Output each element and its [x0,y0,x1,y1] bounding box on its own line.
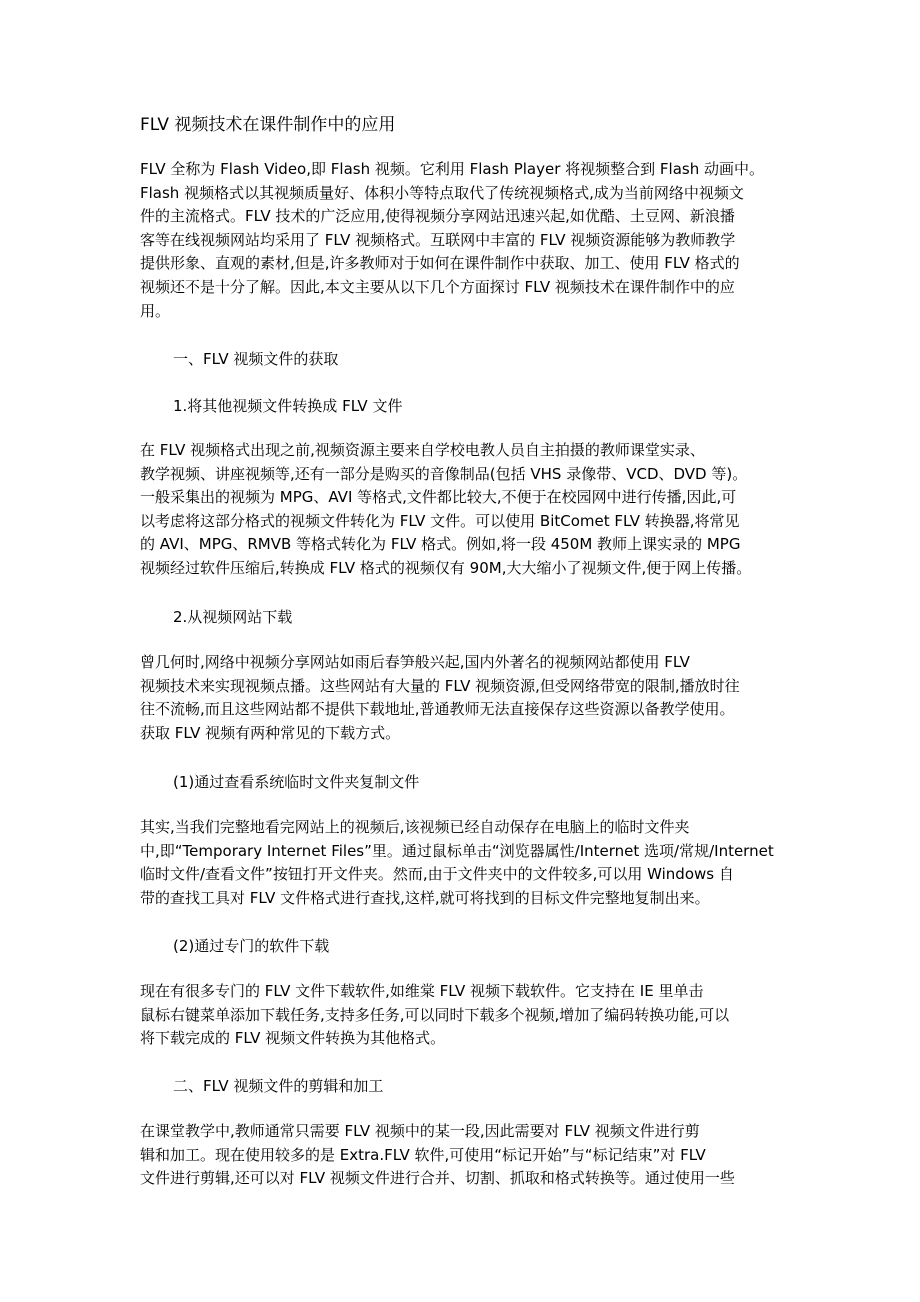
document-title: FLV 视频技术在课件制作中的应用 [140,115,396,135]
paragraph-line: 其实,当我们完整地看完网站上的视频后,该视频已经自动保存在电脑上的临时文件夹 [140,818,690,836]
software-paragraph [140,980,790,1051]
paragraph-line: 在课堂教学中,教师通常只需要 FLV 视频中的某一段,因此需要对 FLV 视频文件进行剪 [140,1122,700,1140]
section-heading-editing: 二、FLV 视频文件的剪辑和加工 [173,1077,384,1095]
paragraph-line: 视频技术来实现视频点播。这些网站有大量的 FLV 视频资源,但受网络带宽的限制,播放时往 [140,676,740,695]
paragraph-line: 带的查找工具对 FLV 文件格式进行查找,这样,就可将找到的目标文件完整地复制出来。 [140,888,710,907]
paragraph-line: 获取 FLV 视频有两种常见的下载方式。 [140,723,401,742]
paragraph-line: 一般采集出的视频为 MPG、AVI 等格式,文件都比较大,不便于在校园网中进行传播,因此,可 [140,488,737,507]
paragraph-line: 辑和加工。现在使用较多的是 Extra.FLV 软件,可使用“标记开始”与“标记结束”对 FLV [140,1145,706,1164]
intro-line: 提供形象、直观的素材,但是,许多教师对于如何在课件制作中获取、加工、使用 FLV 格式的 [140,254,740,273]
temp-folder-paragraph [140,816,790,910]
paragraph-line: 将下载完成的 FLV 视频文件转换为其他格式。 [140,1029,446,1048]
paragraph-line: 以考虑将这部分格式的视频文件转化为 FLV 文件。可以使用 BitComet FLV 转换器,将常见 [140,511,740,530]
paragraph-line: 现在有很多专门的 FLV 文件下载软件,如维棠 FLV 视频下载软件。它支持在 IE 里单击 [140,982,704,1000]
paragraph-line: 往不流畅,而且这些网站都不提供下载地址,普通教师无法直接保存这些资源以备教学使用。 [140,700,735,719]
subsection-heading-convert: 1.将其他视频文件转换成 FLV 文件 [173,397,403,415]
download-paragraph [140,651,790,745]
paragraph-line: 的 AVI、MPG、RMVB 等格式转化为 FLV 格式。例如,将一段 450M 教师上课实录的 MPG [140,535,741,554]
intro-line: 视频还不是十分了解。因此,本文主要从以下几个方面探讨 FLV 视频技术在课件制作中的应 [140,277,735,296]
intro-paragraph [140,158,790,323]
paragraph-line: 视频经过软件压缩后,转换成 FLV 格式的视频仅有 90M,大大缩小了视频文件,便于网上传播。 [140,558,752,577]
intro-line: FLV 全称为 Flash Video,即 Flash 视频。它利用 Flash Player 将视频整合到 Flash 动画中。 [140,160,764,178]
paragraph-line: 在 FLV 视频格式出现之前,视频资源主要来自学校电教人员自主拍摄的教师课堂实录、 [140,441,705,459]
intro-line: 用。 [140,301,171,320]
subsection-heading-download: 2.从视频网站下载 [173,608,293,626]
intro-line: Flash 视频格式以其视频质量好、体积小等特点取代了传统视频格式,成为当前网络中视频文 [140,183,744,202]
paragraph-line: 临时文件/查看文件”按钮打开文件夹。然而,由于文件夹中的文件较多,可以用 Windows 自 [140,865,734,884]
method-heading-software: (2)通过专门的软件下载 [173,937,330,955]
paragraph-line: 曾几何时,网络中视频分享网站如雨后春笋般兴起,国内外著名的视频网站都使用 FLV [140,653,690,671]
method-heading-temp-folder: (1)通过查看系统临时文件夹复制文件 [173,773,420,791]
editing-paragraph [140,1120,790,1191]
intro-line: 件的主流格式。FLV 技术的广泛应用,使得视频分享网站迅速兴起,如优酷、土豆网、新浪播 [140,207,735,226]
section-heading-acquisition: 一、FLV 视频文件的获取 [173,350,339,368]
convert-paragraph [140,439,790,581]
paragraph-line: 文件进行剪辑,还可以对 FLV 视频文件进行合并、切割、抓取和格式转换等。通过使用一些 [140,1169,735,1188]
paragraph-line: 教学视频、讲座视频等,还有一部分是购买的音像制品(包括 VHS 录像带、VCD、DVD 等)。 [140,464,748,483]
paragraph-line: 中,即“Temporary Internet Files”里。通过鼠标单击“浏览器属性/Internet 选项/常规/Internet [140,841,774,860]
paragraph-line: 鼠标右键菜单添加下载任务,支持多任务,可以同时下载多个视频,增加了编码转换功能,可以 [140,1005,730,1024]
intro-line: 客等在线视频网站均采用了 FLV 视频格式。互联网中丰富的 FLV 视频资源能够为教师教学 [140,230,736,249]
